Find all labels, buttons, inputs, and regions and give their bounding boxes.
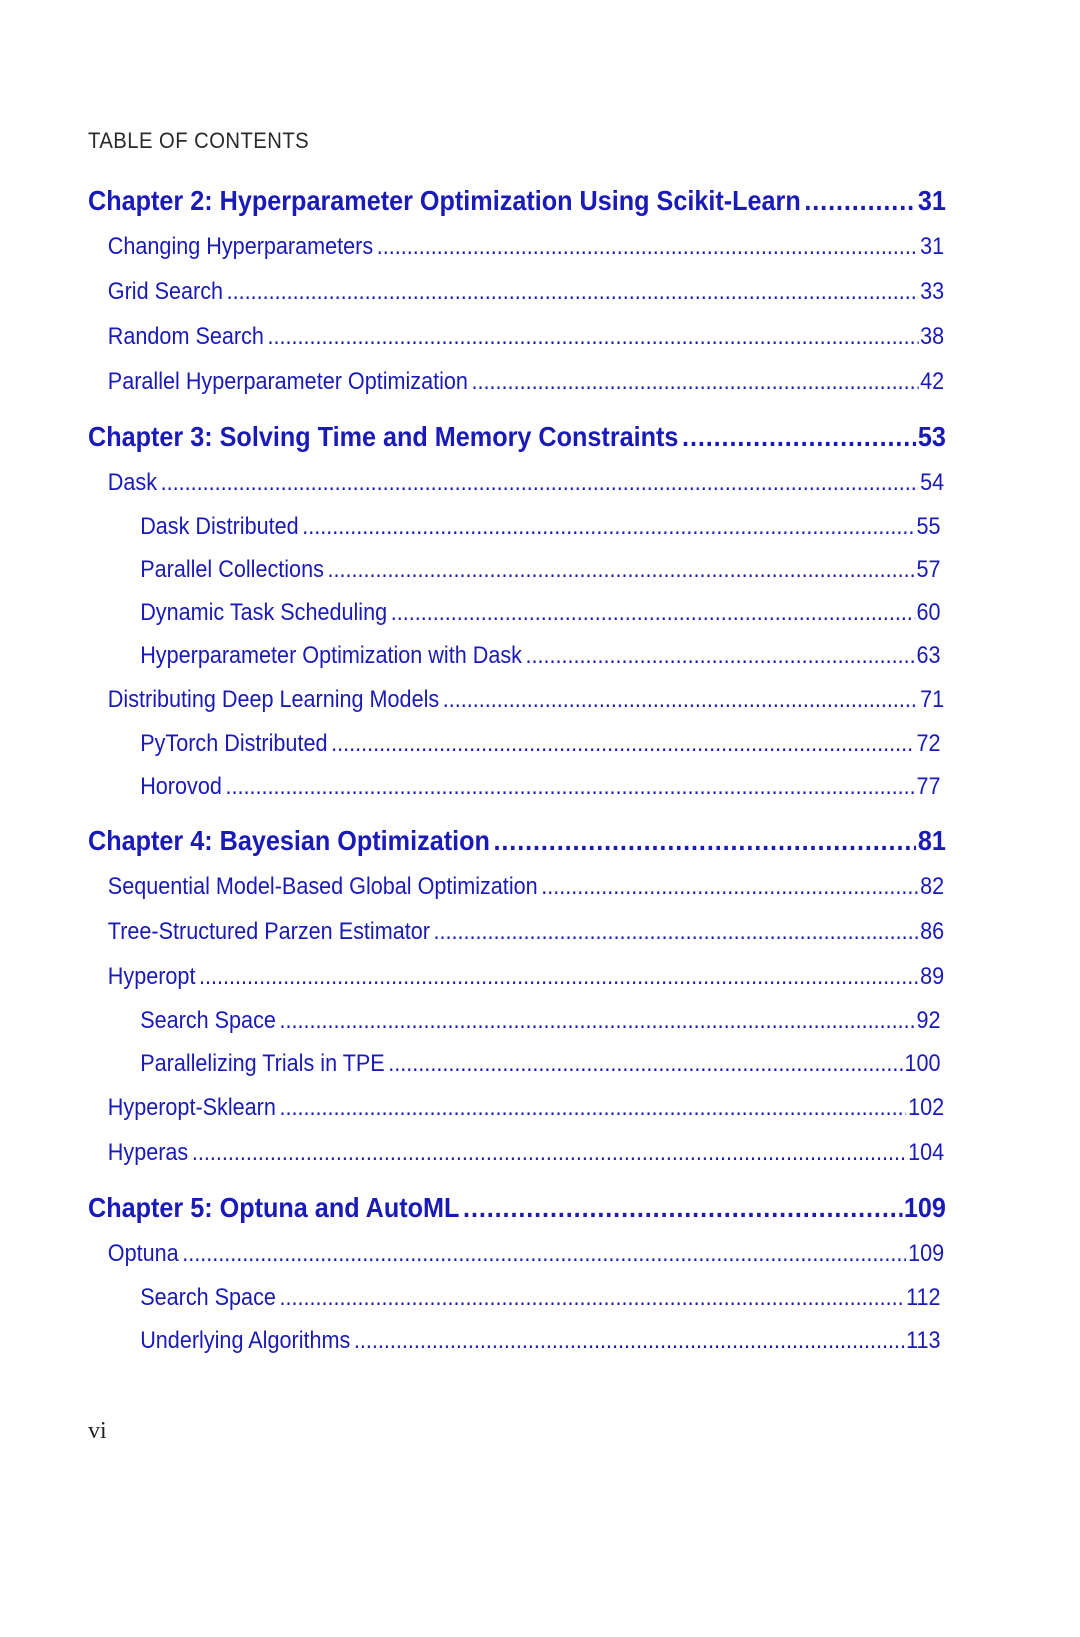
toc-entry-title: Horovod: [140, 773, 222, 800]
toc-entry-title: Optuna: [107, 1240, 179, 1267]
toc-entry-page-number: 109: [903, 1192, 946, 1223]
toc-chapter-entry[interactable]: [88, 818, 946, 864]
toc-entry-page-number: 71: [920, 686, 945, 713]
toc-entry-page-number: 81: [917, 825, 946, 856]
toc-entry-page-number: 102: [908, 1094, 945, 1121]
dot-leader: [225, 765, 914, 808]
toc-entry-title: Hyperparameter Optimization with Dask: [140, 642, 522, 669]
toc-section-entry[interactable]: [88, 954, 944, 999]
toc-section-entry[interactable]: [88, 224, 944, 269]
dot-leader: [391, 591, 915, 634]
toc-entry-page-number: 42: [920, 368, 945, 395]
toc-entry-page-number: 112: [906, 1284, 941, 1311]
dot-leader: [377, 224, 919, 269]
dot-leader: [472, 359, 919, 404]
toc-entry-page-number: 89: [920, 963, 945, 990]
toc-entry-page-number: 57: [916, 556, 941, 583]
toc-subsection-entry[interactable]: [88, 1276, 941, 1319]
toc-subsection-entry[interactable]: [88, 722, 941, 765]
toc-entry-title: Grid Search: [107, 278, 224, 305]
toc-entry-title: Changing Hyperparameters: [107, 233, 374, 260]
toc-entry-title: Parallelizing Trials in TPE: [140, 1050, 385, 1077]
toc-subsection-entry[interactable]: [88, 634, 941, 677]
toc-entry-page-number: 100: [904, 1050, 941, 1077]
toc-subsection-entry[interactable]: [88, 548, 941, 591]
dot-leader: [541, 864, 918, 909]
toc-section-entry[interactable]: [88, 1130, 944, 1175]
dot-leader: [331, 722, 915, 765]
toc-subsection-entry[interactable]: [88, 1042, 941, 1085]
toc-section-entry[interactable]: [88, 1231, 944, 1276]
toc-entry-page-number: 54: [920, 469, 945, 496]
dot-leader: [388, 1042, 902, 1085]
toc-entry-page-number: 86: [920, 918, 945, 945]
dot-leader: [327, 548, 914, 591]
toc-entry-title: Hyperas: [107, 1139, 189, 1166]
dot-leader: [182, 1231, 906, 1276]
toc-entry-title: Dynamic Task Scheduling: [140, 599, 388, 626]
table-of-contents: [88, 178, 946, 1362]
dot-leader: [161, 460, 919, 505]
toc-section-entry[interactable]: [88, 1085, 944, 1130]
toc-entry-page-number: 77: [916, 773, 941, 800]
toc-subsection-entry[interactable]: [88, 505, 941, 548]
toc-subsection-entry[interactable]: [88, 591, 941, 634]
toc-section-entry[interactable]: [88, 677, 944, 722]
toc-entry-title: Dask Distributed: [140, 513, 299, 540]
toc-entry-page-number: 33: [920, 278, 945, 305]
dot-leader: [463, 1185, 902, 1231]
toc-entry-page-number: 55: [916, 513, 941, 540]
toc-entry-title: Distributing Deep Learning Models: [107, 686, 440, 713]
toc-entry-title: Parallel Collections: [140, 556, 324, 583]
toc-section-entry[interactable]: [88, 864, 944, 909]
dot-leader: [279, 999, 914, 1042]
toc-entry-page-number: 92: [916, 1007, 941, 1034]
toc-entry-page-number: 113: [906, 1327, 941, 1354]
dot-leader: [192, 1130, 906, 1175]
toc-entry-title: Random Search: [107, 323, 264, 350]
dot-leader: [682, 414, 916, 460]
dot-leader: [267, 314, 918, 359]
toc-entry-page-number: 82: [920, 873, 945, 900]
toc-entry-title: Sequential Model-Based Global Optimization: [107, 873, 538, 900]
toc-chapter-entry[interactable]: [88, 1185, 946, 1231]
toc-section-entry[interactable]: [88, 269, 944, 314]
toc-entry-title: Parallel Hyperparameter Optimization: [107, 368, 468, 395]
toc-section-entry[interactable]: [88, 359, 944, 404]
dot-leader: [804, 178, 916, 224]
toc-entry-page-number: 109: [908, 1240, 945, 1267]
page-folio: vi: [88, 1418, 107, 1444]
toc-entry-page-number: 31: [920, 233, 945, 260]
toc-entry-page-number: 72: [916, 730, 941, 757]
running-head: TABLE OF CONTENTS: [88, 128, 310, 153]
toc-entry-title: Hyperopt: [107, 963, 196, 990]
toc-entry-title: Chapter 3: Solving Time and Memory Constraints: [88, 421, 679, 452]
toc-chapter-entry[interactable]: [88, 414, 946, 460]
toc-section-entry[interactable]: [88, 909, 944, 954]
dot-leader: [434, 909, 919, 954]
toc-entry-page-number: 53: [917, 421, 946, 452]
toc-section-entry[interactable]: [88, 460, 944, 505]
dot-leader: [227, 269, 919, 314]
toc-entry-title: Search Space: [140, 1007, 276, 1034]
toc-entry-page-number: 60: [916, 599, 941, 626]
dot-leader: [279, 1085, 906, 1130]
dot-leader: [302, 505, 914, 548]
toc-subsection-entry[interactable]: [88, 1319, 941, 1362]
toc-entry-title: Hyperopt-Sklearn: [107, 1094, 276, 1121]
dot-leader: [526, 634, 915, 677]
toc-subsection-entry[interactable]: [88, 765, 941, 808]
dot-leader: [279, 1276, 904, 1319]
toc-entry-page-number: 63: [916, 642, 941, 669]
toc-entry-title: Underlying Algorithms: [140, 1327, 351, 1354]
dot-leader: [199, 954, 918, 999]
dot-leader: [493, 818, 916, 864]
dot-leader: [443, 677, 918, 722]
toc-entry-page-number: 104: [908, 1139, 945, 1166]
toc-subsection-entry[interactable]: [88, 999, 941, 1042]
toc-section-entry[interactable]: [88, 314, 944, 359]
toc-entry-title: Chapter 4: Bayesian Optimization: [88, 825, 490, 856]
toc-entry-title: Search Space: [140, 1284, 276, 1311]
toc-entry-title: Tree-Structured Parzen Estimator: [107, 918, 430, 945]
toc-entry-title: Chapter 2: Hyperparameter Optimization Using Scikit-Learn: [88, 185, 801, 216]
toc-chapter-entry[interactable]: [88, 178, 946, 224]
dot-leader: [354, 1319, 904, 1362]
toc-entry-page-number: 38: [920, 323, 945, 350]
toc-entry-title: Dask: [107, 469, 158, 496]
toc-entry-title: Chapter 5: Optuna and AutoML: [88, 1192, 460, 1223]
toc-entry-title: PyTorch Distributed: [140, 730, 328, 757]
toc-entry-page-number: 31: [917, 185, 946, 216]
